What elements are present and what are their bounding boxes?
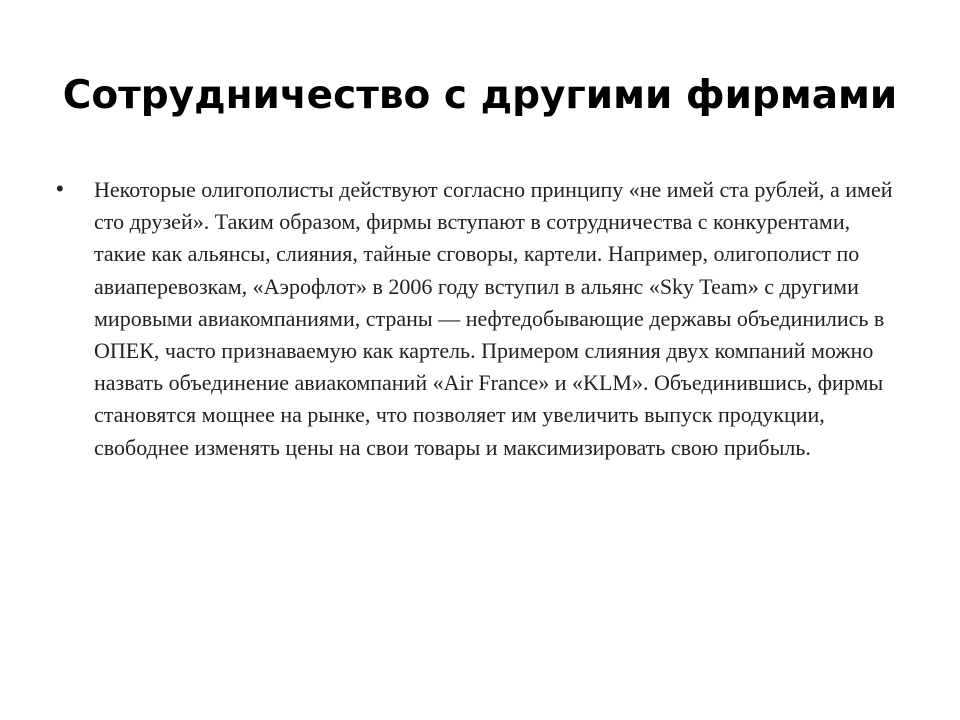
bullet-list [56, 174, 906, 464]
bullet-text: Некоторые олигополисты действуют согласно принципу «не имей ста рублей, а имей сто друзей». Таким образом, фирмы вступают в сотрудничества с конкурентами, такие как альянсы, слияния, тайные сговоры, картели. Например, олигополист по авиаперевозкам, «Аэрофлот» в 2006 году вступил в альянс «Sky Team» с другими мировыми авиакомпаниями, страны — нефтедобывающие державы объединились в ОПЕК, часто признаваемую как картель. Примером слияния двух компаний можно назвать объединение авиакомпаний «Air France» и «KLM». Объединившись, фирмы становятся мощнее на рынке, что позволяет им увеличить выпуск продукции, свободнее изменять цены на свои товары и максимизировать свою прибыль. [94, 177, 893, 460]
bullet-item [56, 174, 906, 464]
bullet-icon: • [56, 176, 64, 201]
slide-title: Сотрудничество с другими фирмами [62, 73, 898, 118]
